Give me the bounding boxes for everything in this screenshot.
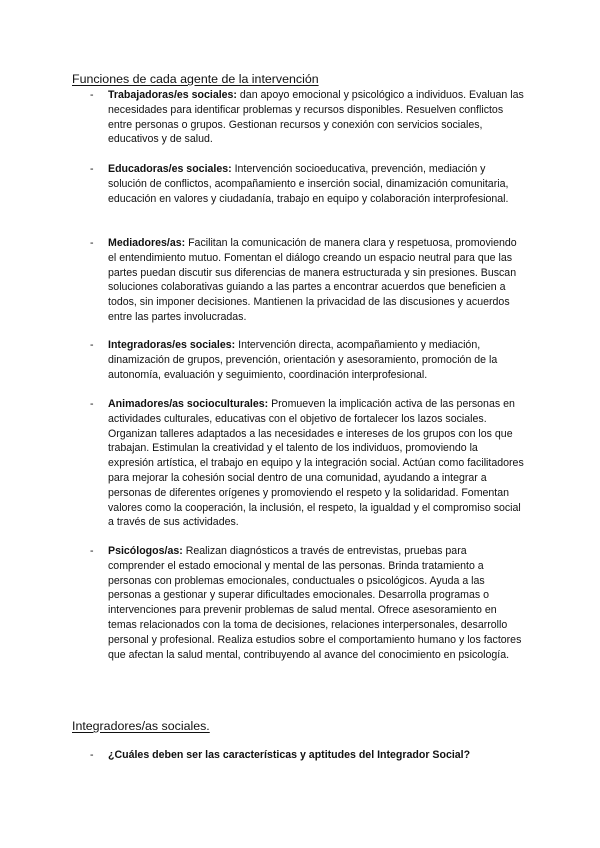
item-term: Integradoras/es sociales:: [108, 339, 236, 351]
bullet-dash: -: [90, 749, 94, 761]
list-item-mediadores: [90, 236, 526, 325]
question-text: ¿Cuáles deben ser las características y aptitudes del Integrador Social?: [108, 749, 471, 761]
bullet-dash: -: [90, 545, 94, 557]
item-term: Trabajadoras/es sociales:: [108, 89, 237, 101]
list-item-question: [90, 748, 526, 763]
item-text: Promueven la implicación activa de las personas en actividades culturales, educativas con el objetivo de fortalecer los lazos sociales. Organizan talleres adaptados a las necesidades e intereses de los grupos con los que trabajan. Estimulan la creatividad y el talento de los individuos, promoviendo la expresión artística, el trabajo en equipo y la integración social. Actúan como facilitadores para mejorar la cohesión social dentro de una comunidad, ayudando a integrar a personas de diferentes orígenes y promoviendo el respeto y la solidaridad. Fomentan valores como la cooperación, la inclusión, el respeto, la igualdad y el compromiso social a través de sus actividades.: [108, 398, 524, 529]
item-term: Animadores/as socioculturales:: [108, 398, 269, 410]
bullet-dash: -: [90, 339, 94, 351]
list-item-trabajadoras-sociales: [90, 88, 526, 147]
item-term: Psicólogos/as:: [108, 545, 183, 557]
item-text: Intervención socioeducativa, prevención, mediación y solución de conflictos, acompañamiento e inserción social, dinamización comunitaria, educación en valores y ciudadanía, trabajo en equipo y colaboración interprofesional.: [108, 163, 509, 205]
bullet-dash: -: [90, 89, 94, 101]
list-item-animadores-socioculturales: [90, 397, 526, 530]
bullet-dash: -: [90, 398, 94, 410]
item-term: Educadoras/es sociales:: [108, 163, 232, 175]
item-text: dan apoyo emocional y psicológico a individuos. Evaluan las necesidades para identificar problemas y recursos disponibles. Resuelven conflictos entre personas o grupos. Gestionan recursos y conexión con servicios sociales, educativos y de salud.: [108, 89, 524, 146]
section-title-funciones: Funciones de cada agente de la intervención: [72, 72, 319, 86]
list-item-integradoras-sociales: [90, 338, 526, 382]
item-text: Facilitan la comunicación de manera clara y respetuosa, promoviendo el entendimiento mutuo. Fomentan el diálogo creando un espacio neutral para que las partes puedan discutir sus diferencias de manera estructurada y sin presiones. Buscan soluciones colaborativas guiando a las partes a encontrar acuerdos que beneficien a todos, sin imponer decisiones. Mantienen la privacidad de las discusiones y acuerdos entre las partes involucradas.: [108, 237, 517, 323]
item-term: Mediadores/as:: [108, 237, 186, 249]
list-item-psicologos: [90, 544, 526, 662]
list-item-educadoras-sociales: [90, 162, 526, 206]
item-text: Intervención directa, acompañamiento y mediación, dinamización de grupos, prevención, orientación y asesoramiento, promoción de la autonomía, evaluación y seguimiento, coordinación interprofesional.: [108, 339, 498, 381]
bullet-dash: -: [90, 163, 94, 175]
item-text: Realizan diagnósticos a través de entrevistas, pruebas para comprender el estado emocional y mental de las personas. Brinda tratamiento a personas con problemas emocionales, conductuales o psicológicos. Ayuda a las personas a gestionar y superar dificultades emocionales. Desarrolla programas o intervenciones para prevenir problemas de salud mental. Ofrece asesoramiento en temas relacionados con la toma de decisiones, relaciones interpersonales, desarrollo personal y profesional. Realiza estudios sobre el comportamiento humano y los factores que afectan la salud mental, contribuyendo al avance del conocimiento en psicología.: [108, 545, 522, 661]
bullet-dash: -: [90, 237, 94, 249]
section-title-integradores: Integradores/as sociales.: [72, 719, 210, 733]
